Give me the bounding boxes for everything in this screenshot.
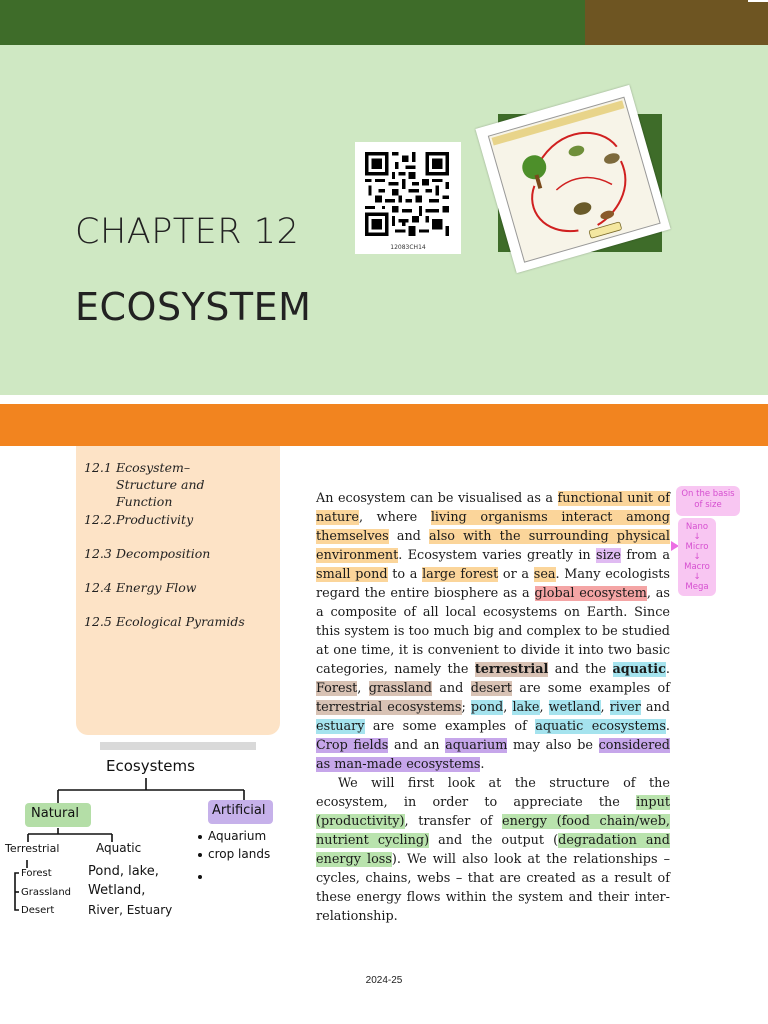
text-run: . bbox=[665, 662, 670, 677]
terrestrial-item: Forest bbox=[21, 868, 52, 879]
text-run: , bbox=[357, 681, 369, 696]
toc-label: Decomposition bbox=[116, 546, 211, 561]
highlighted-phrase: desert bbox=[470, 681, 512, 696]
highlighted-phrase: global ecosystem bbox=[534, 586, 647, 601]
text-run: , where bbox=[358, 510, 431, 525]
highlighted-phrase: considered as man-made ecosystems bbox=[316, 738, 670, 772]
divider-strip bbox=[100, 742, 256, 750]
terrestrial-label: Terrestrial bbox=[5, 842, 60, 855]
terrestrial-item: Grassland bbox=[21, 887, 71, 898]
highlighted-phrase: grassland bbox=[368, 681, 432, 696]
paragraph-1 bbox=[316, 489, 670, 774]
ecosystem-cycle-diagram bbox=[489, 98, 659, 262]
artificial-item: Aquarium bbox=[208, 829, 267, 843]
highlighted-phrase: aquarium bbox=[445, 738, 508, 753]
highlighted-phrase: also with the surrounding physical environment bbox=[316, 529, 670, 563]
highlighted-phrase: terrestrial bbox=[474, 662, 549, 677]
toc-label: Ecosystem–Structure and Function bbox=[116, 460, 205, 509]
top-bar-green bbox=[0, 0, 585, 45]
highlighted-phrase: wetland bbox=[548, 700, 601, 715]
text-run: , bbox=[600, 700, 610, 715]
body-text bbox=[316, 489, 670, 926]
text-run: are some examples of bbox=[364, 719, 536, 734]
terrestrial-item: Desert bbox=[21, 905, 55, 916]
down-arrow-icon: ↓ bbox=[693, 552, 701, 562]
aquatic-label: Aquatic bbox=[96, 841, 142, 855]
toc-number: 12.3 bbox=[84, 546, 112, 561]
top-bar-notch bbox=[748, 0, 768, 2]
highlighted-phrase: size bbox=[596, 548, 621, 563]
toc-number: 12.2. bbox=[84, 512, 116, 527]
text-run: are some examples of bbox=[511, 681, 670, 696]
text-run: and bbox=[640, 700, 670, 715]
margin-note-scale bbox=[678, 518, 716, 596]
toc-number: 12.1 bbox=[84, 460, 112, 475]
page-footer-year: 2024-25 bbox=[365, 975, 403, 986]
text-run: ). We will also look at the relationships – cycles, chains, webs – that are created as a result of these energy flows within the system and their inter- relationship. bbox=[316, 852, 670, 924]
qr-code-icon bbox=[365, 152, 449, 236]
highlighted-phrase: lake bbox=[512, 700, 540, 715]
scale-item: Mega bbox=[685, 582, 709, 592]
paragraph-2 bbox=[316, 774, 670, 926]
text-run: and bbox=[388, 529, 429, 544]
highlighted-phrase: energy (food chain/web, nutrient cycling) bbox=[316, 814, 670, 848]
text-run: , bbox=[503, 700, 513, 715]
text-run: to a bbox=[387, 567, 423, 582]
toc-number: 12.4 bbox=[84, 580, 112, 595]
highlighted-phrase: functional unit of nature bbox=[316, 491, 670, 525]
text-run: , as a composite of all local ecosystems on Earth. Since this system is too much big and complex to be studied at one time, it is convenient to divide it into two basic categories, namely the bbox=[316, 586, 670, 677]
artificial-item: crop lands bbox=[208, 847, 271, 861]
highlighted-phrase: aquatic ecosystems bbox=[535, 719, 666, 734]
highlighted-phrase: Crop fields bbox=[316, 738, 389, 753]
text-run: An ecosystem can be visualised as a bbox=[316, 491, 558, 506]
text-run: ; bbox=[461, 700, 471, 715]
qr-code-card[interactable] bbox=[355, 142, 461, 254]
margin-note-size: On the basis of size bbox=[676, 486, 740, 516]
text-run: . Many ecologists regard the entire biosphere as a bbox=[316, 567, 671, 601]
toc-item[interactable] bbox=[84, 511, 193, 528]
aquatic-item: Wetland, bbox=[88, 883, 146, 898]
artificial-label: Artificial bbox=[212, 803, 266, 818]
highlighted-phrase: Forest bbox=[316, 681, 358, 696]
text-run: and an bbox=[388, 738, 446, 753]
text-run: or a bbox=[498, 567, 534, 582]
highlighted-phrase: aquatic bbox=[612, 662, 666, 677]
scale-item: Micro bbox=[685, 542, 709, 552]
top-bar-brown bbox=[585, 0, 768, 45]
text-run: We will first look at the structure of the ecosystem, in order to appreciate the bbox=[316, 776, 670, 810]
chapter-label: CHAPTER 12 bbox=[75, 212, 300, 252]
highlighted-phrase: estuary bbox=[316, 719, 365, 734]
toc-label: Productivity bbox=[116, 512, 194, 527]
aquatic-item: Pond, lake, bbox=[88, 864, 159, 879]
text-run: . Ecosystem varies greatly in bbox=[398, 548, 597, 563]
scale-item: Nano bbox=[685, 522, 709, 532]
text-run: may also be bbox=[507, 738, 599, 753]
text-run: . bbox=[480, 757, 485, 772]
chapter-title: ECOSYSTEM bbox=[75, 285, 312, 329]
toc-item[interactable] bbox=[84, 459, 246, 510]
toc-item[interactable] bbox=[84, 545, 210, 562]
natural-label: Natural bbox=[31, 806, 79, 821]
highlighted-phrase: pond bbox=[470, 700, 504, 715]
down-arrow-icon: ↓ bbox=[693, 532, 701, 542]
highlighted-phrase: sea bbox=[533, 567, 556, 582]
highlighted-phrase: terrestrial ecosystems bbox=[316, 700, 462, 715]
text-run: and bbox=[431, 681, 471, 696]
toc-label: Ecological Pyramids bbox=[116, 614, 245, 629]
highlighted-phrase: large forest bbox=[422, 567, 499, 582]
toc-number: 12.5 bbox=[84, 614, 112, 629]
highlighted-phrase: degradation and energy loss bbox=[316, 833, 670, 867]
highlighted-phrase: small pond bbox=[316, 567, 388, 582]
down-arrow-icon: ↓ bbox=[693, 572, 701, 582]
tree-root-label: Ecosystems bbox=[106, 757, 195, 775]
text-run: , transfer of bbox=[404, 814, 503, 829]
scale-item: Macro bbox=[684, 562, 710, 572]
highlighted-phrase: river bbox=[609, 700, 641, 715]
highlighted-phrase: living organisms interact among themselves bbox=[316, 510, 670, 544]
highlighted-phrase: input (productivity) bbox=[316, 795, 670, 829]
text-run: and the output ( bbox=[429, 833, 559, 848]
toc-item[interactable] bbox=[84, 579, 196, 596]
text-run: , bbox=[539, 700, 549, 715]
toc-item[interactable] bbox=[84, 613, 245, 630]
text-run: . bbox=[665, 719, 670, 734]
qr-caption: 12083CH14 bbox=[390, 244, 426, 251]
text-run: and the bbox=[548, 662, 613, 677]
text-run: from a bbox=[621, 548, 670, 563]
orange-divider-bar bbox=[0, 404, 768, 446]
aquatic-item: River, Estuary bbox=[88, 903, 173, 917]
toc-label: Energy Flow bbox=[116, 580, 197, 595]
